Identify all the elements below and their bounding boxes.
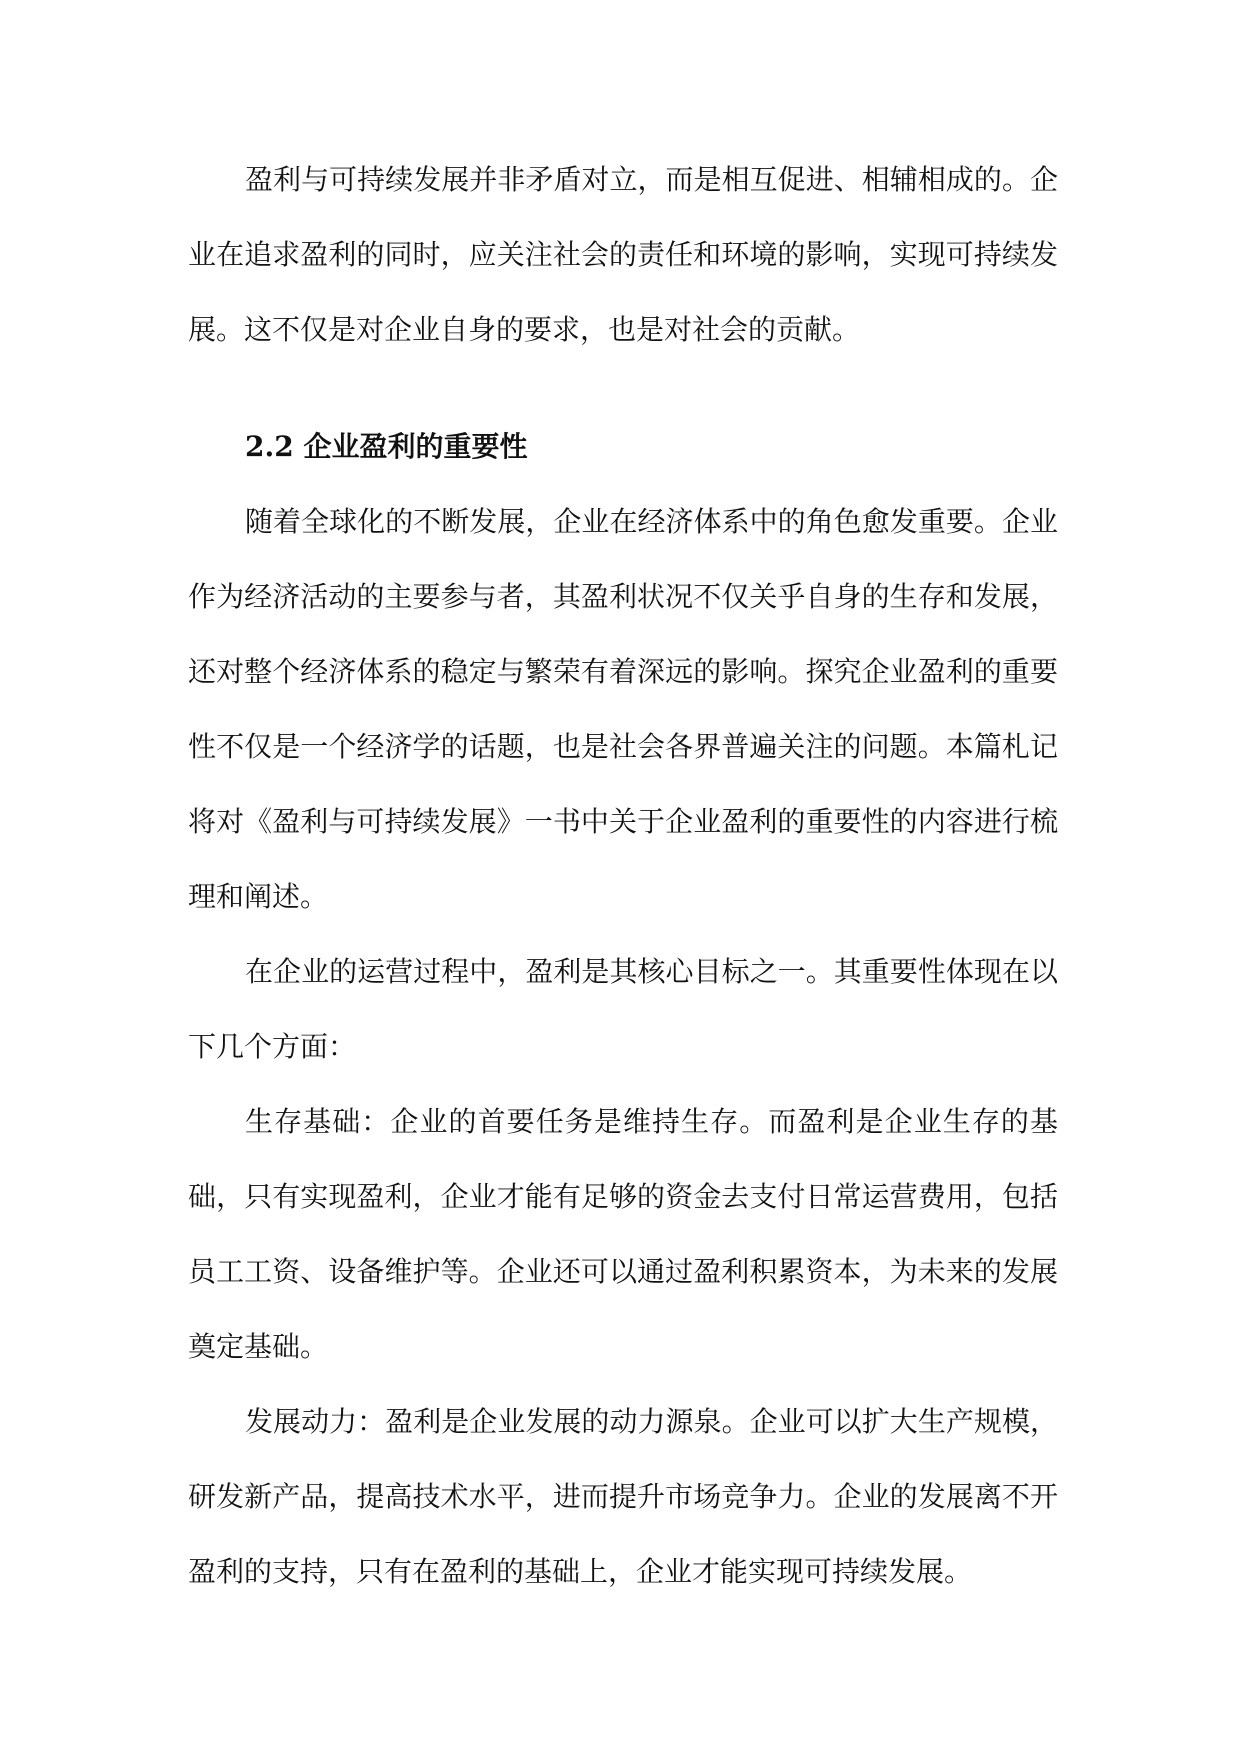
section-heading: 2.2 企业盈利的重要性: [245, 430, 528, 463]
paragraph-development-driver: 发展动力：盈利是企业发展的动力源泉。企业可以扩大生产规模，研发新产品，提高技术水平，进而提升市场竞争力。企业的发展离不开盈利的支持，只有在盈利的基础上，企业才能实现可持续发展。: [188, 1405, 1058, 1588]
document-body: [188, 142, 1058, 1609]
paragraph-globalization-intro: 随着全球化的不断发展，企业在经济体系中的角色愈发重要。企业作为经济活动的主要参与者，其盈利状况不仅关乎自身的生存和发展，还对整个经济体系的稳定与繁荣有着深远的影响。探究企业盈利的重要性不仅是一个经济学的话题，也是社会各界普遍关注的问题。本篇札记将对《盈利与可持续发展》一书中关于企业盈利的重要性的内容进行梳理和阐述。: [188, 505, 1058, 913]
paragraph-survival-basis: 生存基础：企业的首要任务是维持生存。而盈利是企业生存的基础，只有实现盈利，企业才能有足够的资金去支付日常运营费用，包括员工工资、设备维护等。企业还可以通过盈利积累资本，为未来的发展奠定基础。: [188, 1105, 1058, 1363]
paragraph-core-goal: 在企业的运营过程中，盈利是其核心目标之一。其重要性体现在以下几个方面：: [188, 955, 1058, 1063]
paragraph-sustainability-summary: 盈利与可持续发展并非矛盾对立，而是相互促进、相辅相成的。企业在追求盈利的同时，应关注社会的责任和环境的影响，实现可持续发展。这不仅是对企业自身的要求，也是对社会的贡献。: [188, 163, 1058, 346]
